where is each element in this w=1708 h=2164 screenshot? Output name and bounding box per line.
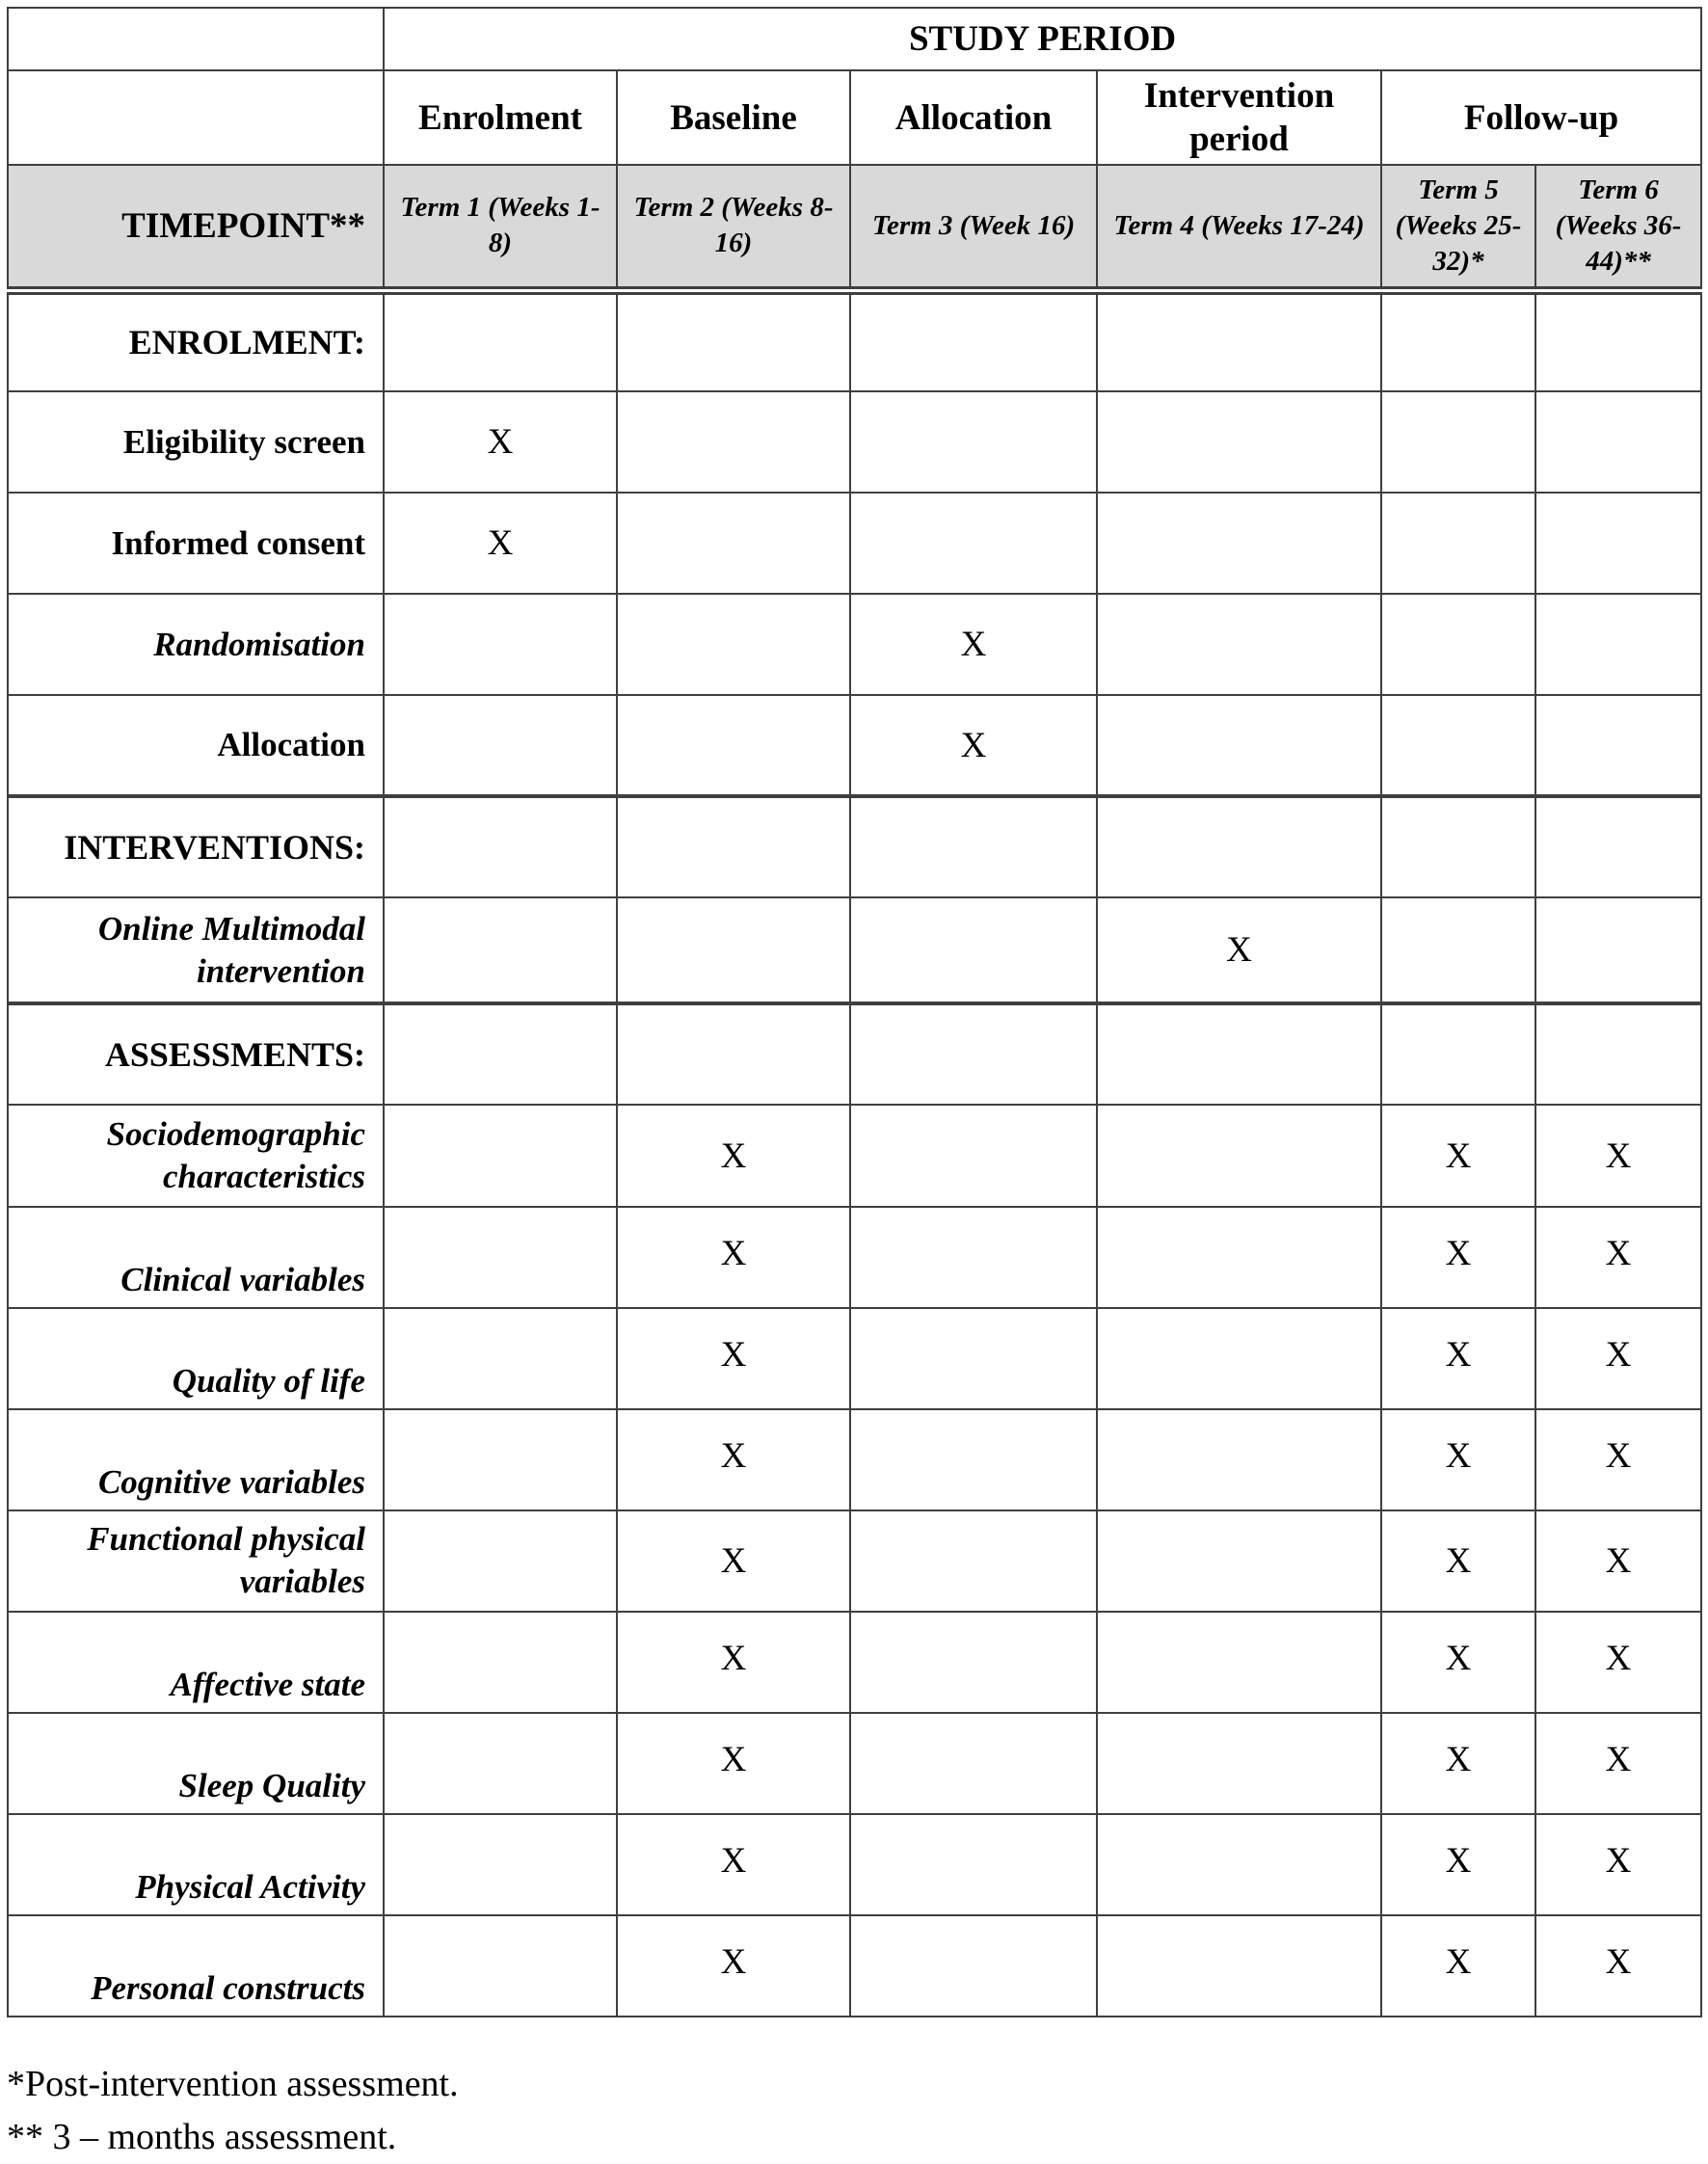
- empty-cell: [850, 1510, 1097, 1612]
- empty-cell: [617, 290, 850, 391]
- section-title: INTERVENTIONS:: [8, 796, 384, 897]
- empty-cell: [850, 493, 1097, 594]
- phase-row: [8, 70, 1701, 165]
- section-title: ENROLMENT:: [8, 290, 384, 391]
- empty-cell: [850, 290, 1097, 391]
- timepoint-term-3: Term 3 (Week 16): [850, 165, 1097, 290]
- empty-cell: [1535, 391, 1701, 493]
- schedule-row-randomisation: [8, 594, 1701, 695]
- empty-cell: [384, 1003, 617, 1105]
- study-period-row: [8, 8, 1701, 70]
- schedule-table-body: [8, 8, 1701, 2017]
- empty-cell: [384, 594, 617, 695]
- phase-enrolment: Enrolment: [384, 70, 617, 165]
- empty-cell: [1535, 897, 1701, 1003]
- phase-intervention-period: Intervention period: [1097, 70, 1381, 165]
- empty-cell: [617, 695, 850, 796]
- phase-baseline: Baseline: [617, 70, 850, 165]
- timepoint-row: [8, 165, 1701, 290]
- x-mark: X: [1535, 1409, 1701, 1510]
- x-mark: X: [1535, 1207, 1701, 1308]
- x-mark: X: [617, 1409, 850, 1510]
- row-label: Randomisation: [8, 594, 384, 695]
- x-mark: X: [1535, 1915, 1701, 2017]
- empty-cell: [617, 493, 850, 594]
- row-label: Functional physical variables: [8, 1510, 384, 1612]
- x-mark: X: [617, 1510, 850, 1612]
- x-mark: X: [1381, 1308, 1535, 1409]
- empty-cell: [1097, 796, 1381, 897]
- x-mark: X: [617, 1612, 850, 1713]
- timepoint-term-1: Term 1 (Weeks 1-8): [384, 165, 617, 290]
- empty-cell: [1097, 1814, 1381, 1915]
- empty-cell: [1097, 1105, 1381, 1206]
- footnote-three-months: ** 3 – months assessment.: [7, 2117, 397, 2157]
- schedule-row-sociodemographic-characteristics: [8, 1105, 1701, 1206]
- empty-cell: [850, 1915, 1097, 2017]
- schedule-row-sleep-quality: [8, 1713, 1701, 1814]
- x-mark: X: [1381, 1510, 1535, 1612]
- row-label: Informed consent: [8, 493, 384, 594]
- x-mark: X: [617, 1308, 850, 1409]
- row-label: Cognitive variables: [8, 1409, 384, 1510]
- empty-cell: [850, 1814, 1097, 1915]
- empty-cell: [850, 1003, 1097, 1105]
- phase-allocation: Allocation: [850, 70, 1097, 165]
- row-label: Eligibility screen: [8, 391, 384, 493]
- section-row-enrolment: [8, 290, 1701, 391]
- row-label: Quality of life: [8, 1308, 384, 1409]
- empty-cell: [384, 1612, 617, 1713]
- empty-cell: [1097, 1915, 1381, 2017]
- empty-cell: [1535, 290, 1701, 391]
- empty-cell: [850, 1105, 1097, 1206]
- section-title: ASSESSMENTS:: [8, 1003, 384, 1105]
- empty-cell: [384, 290, 617, 391]
- empty-cell: [1097, 391, 1381, 493]
- schedule-table: [7, 7, 1702, 2017]
- timepoint-term-6: Term 6 (Weeks 36-44)**: [1535, 165, 1701, 290]
- empty-cell: [617, 594, 850, 695]
- empty-cell: [1097, 1308, 1381, 1409]
- row-label: Online Multimodal intervention: [8, 897, 384, 1003]
- empty-cell: [1381, 1003, 1535, 1105]
- empty-cell: [384, 897, 617, 1003]
- schedule-row-cognitive-variables: [8, 1409, 1701, 1510]
- corner-cell: [8, 8, 384, 70]
- empty-cell: [1381, 493, 1535, 594]
- empty-cell: [1097, 695, 1381, 796]
- empty-cell: [1097, 290, 1381, 391]
- empty-cell: [1381, 695, 1535, 796]
- phase-follow-up: Follow-up: [1381, 70, 1701, 165]
- empty-cell: [1535, 695, 1701, 796]
- timepoint-term-2: Term 2 (Weeks 8-16): [617, 165, 850, 290]
- empty-cell: [1097, 1612, 1381, 1713]
- empty-cell: [617, 796, 850, 897]
- x-mark: X: [1381, 1713, 1535, 1814]
- empty-cell: [850, 1713, 1097, 1814]
- x-mark: X: [1097, 897, 1381, 1003]
- empty-cell: [1535, 594, 1701, 695]
- empty-cell: [617, 897, 850, 1003]
- x-mark: X: [1381, 1612, 1535, 1713]
- empty-cell: [384, 1915, 617, 2017]
- x-mark: X: [1535, 1105, 1701, 1206]
- x-mark: X: [1535, 1713, 1701, 1814]
- x-mark: X: [1381, 1409, 1535, 1510]
- empty-cell: [850, 897, 1097, 1003]
- row-label: Affective state: [8, 1612, 384, 1713]
- schedule-row-quality-of-life: [8, 1308, 1701, 1409]
- empty-cell: [1097, 1003, 1381, 1105]
- footnote-post-intervention: *Post-intervention assessment.: [7, 2064, 459, 2104]
- x-mark: X: [1535, 1510, 1701, 1612]
- timepoint-term-4: Term 4 (Weeks 17-24): [1097, 165, 1381, 290]
- section-row-assessments: [8, 1003, 1701, 1105]
- timepoint-label: TIMEPOINT**: [8, 165, 384, 290]
- schedule-row-affective-state: [8, 1612, 1701, 1713]
- x-mark: X: [850, 594, 1097, 695]
- row-label: Personal constructs: [8, 1915, 384, 2017]
- empty-cell: [850, 391, 1097, 493]
- row-label: Allocation: [8, 695, 384, 796]
- empty-cell: [384, 695, 617, 796]
- empty-cell: [384, 1510, 617, 1612]
- schedule-row-functional-physical-variables: [8, 1510, 1701, 1612]
- empty-cell: [384, 1207, 617, 1308]
- empty-cell: [384, 1308, 617, 1409]
- schedule-row-online-multimodal-intervention: [8, 897, 1701, 1003]
- empty-cell: [617, 391, 850, 493]
- study-period-header: STUDY PERIOD: [384, 8, 1701, 70]
- x-mark: X: [1381, 1105, 1535, 1206]
- x-mark: X: [1535, 1814, 1701, 1915]
- schedule-row-personal-constructs: [8, 1915, 1701, 2017]
- empty-cell: [1535, 493, 1701, 594]
- phase-corner-cell: [8, 70, 384, 165]
- section-row-interventions: [8, 796, 1701, 897]
- empty-cell: [384, 796, 617, 897]
- row-label: Sociodemographic characteristics: [8, 1105, 384, 1206]
- x-mark: X: [617, 1915, 850, 2017]
- empty-cell: [1381, 391, 1535, 493]
- x-mark: X: [617, 1207, 850, 1308]
- empty-cell: [1097, 1713, 1381, 1814]
- row-label: Clinical variables: [8, 1207, 384, 1308]
- schedule-row-allocation: [8, 695, 1701, 796]
- x-mark: X: [850, 695, 1097, 796]
- empty-cell: [384, 1814, 617, 1915]
- x-mark: X: [1381, 1915, 1535, 2017]
- empty-cell: [850, 1409, 1097, 1510]
- row-label: Physical Activity: [8, 1814, 384, 1915]
- schedule-row-eligibility-screen: [8, 391, 1701, 493]
- x-mark: X: [1381, 1207, 1535, 1308]
- x-mark: X: [617, 1713, 850, 1814]
- x-mark: X: [617, 1105, 850, 1206]
- empty-cell: [1381, 594, 1535, 695]
- empty-cell: [850, 1308, 1097, 1409]
- empty-cell: [850, 796, 1097, 897]
- x-mark: X: [617, 1814, 850, 1915]
- x-mark: X: [1535, 1612, 1701, 1713]
- empty-cell: [1535, 1003, 1701, 1105]
- empty-cell: [1097, 1409, 1381, 1510]
- empty-cell: [1535, 796, 1701, 897]
- empty-cell: [1381, 290, 1535, 391]
- empty-cell: [384, 1713, 617, 1814]
- schedule-row-clinical-variables: [8, 1207, 1701, 1308]
- empty-cell: [384, 1105, 617, 1206]
- x-mark: X: [384, 493, 617, 594]
- x-mark: X: [384, 391, 617, 493]
- empty-cell: [1097, 493, 1381, 594]
- empty-cell: [1381, 796, 1535, 897]
- empty-cell: [1381, 897, 1535, 1003]
- schedule-row-physical-activity: [8, 1814, 1701, 1915]
- empty-cell: [1097, 1510, 1381, 1612]
- empty-cell: [850, 1612, 1097, 1713]
- empty-cell: [617, 1003, 850, 1105]
- schedule-row-informed-consent: [8, 493, 1701, 594]
- timepoint-term-5: Term 5 (Weeks 25-32)*: [1381, 165, 1535, 290]
- empty-cell: [384, 1409, 617, 1510]
- empty-cell: [850, 1207, 1097, 1308]
- x-mark: X: [1535, 1308, 1701, 1409]
- empty-cell: [1097, 594, 1381, 695]
- x-mark: X: [1381, 1814, 1535, 1915]
- empty-cell: [1097, 1207, 1381, 1308]
- row-label: Sleep Quality: [8, 1713, 384, 1814]
